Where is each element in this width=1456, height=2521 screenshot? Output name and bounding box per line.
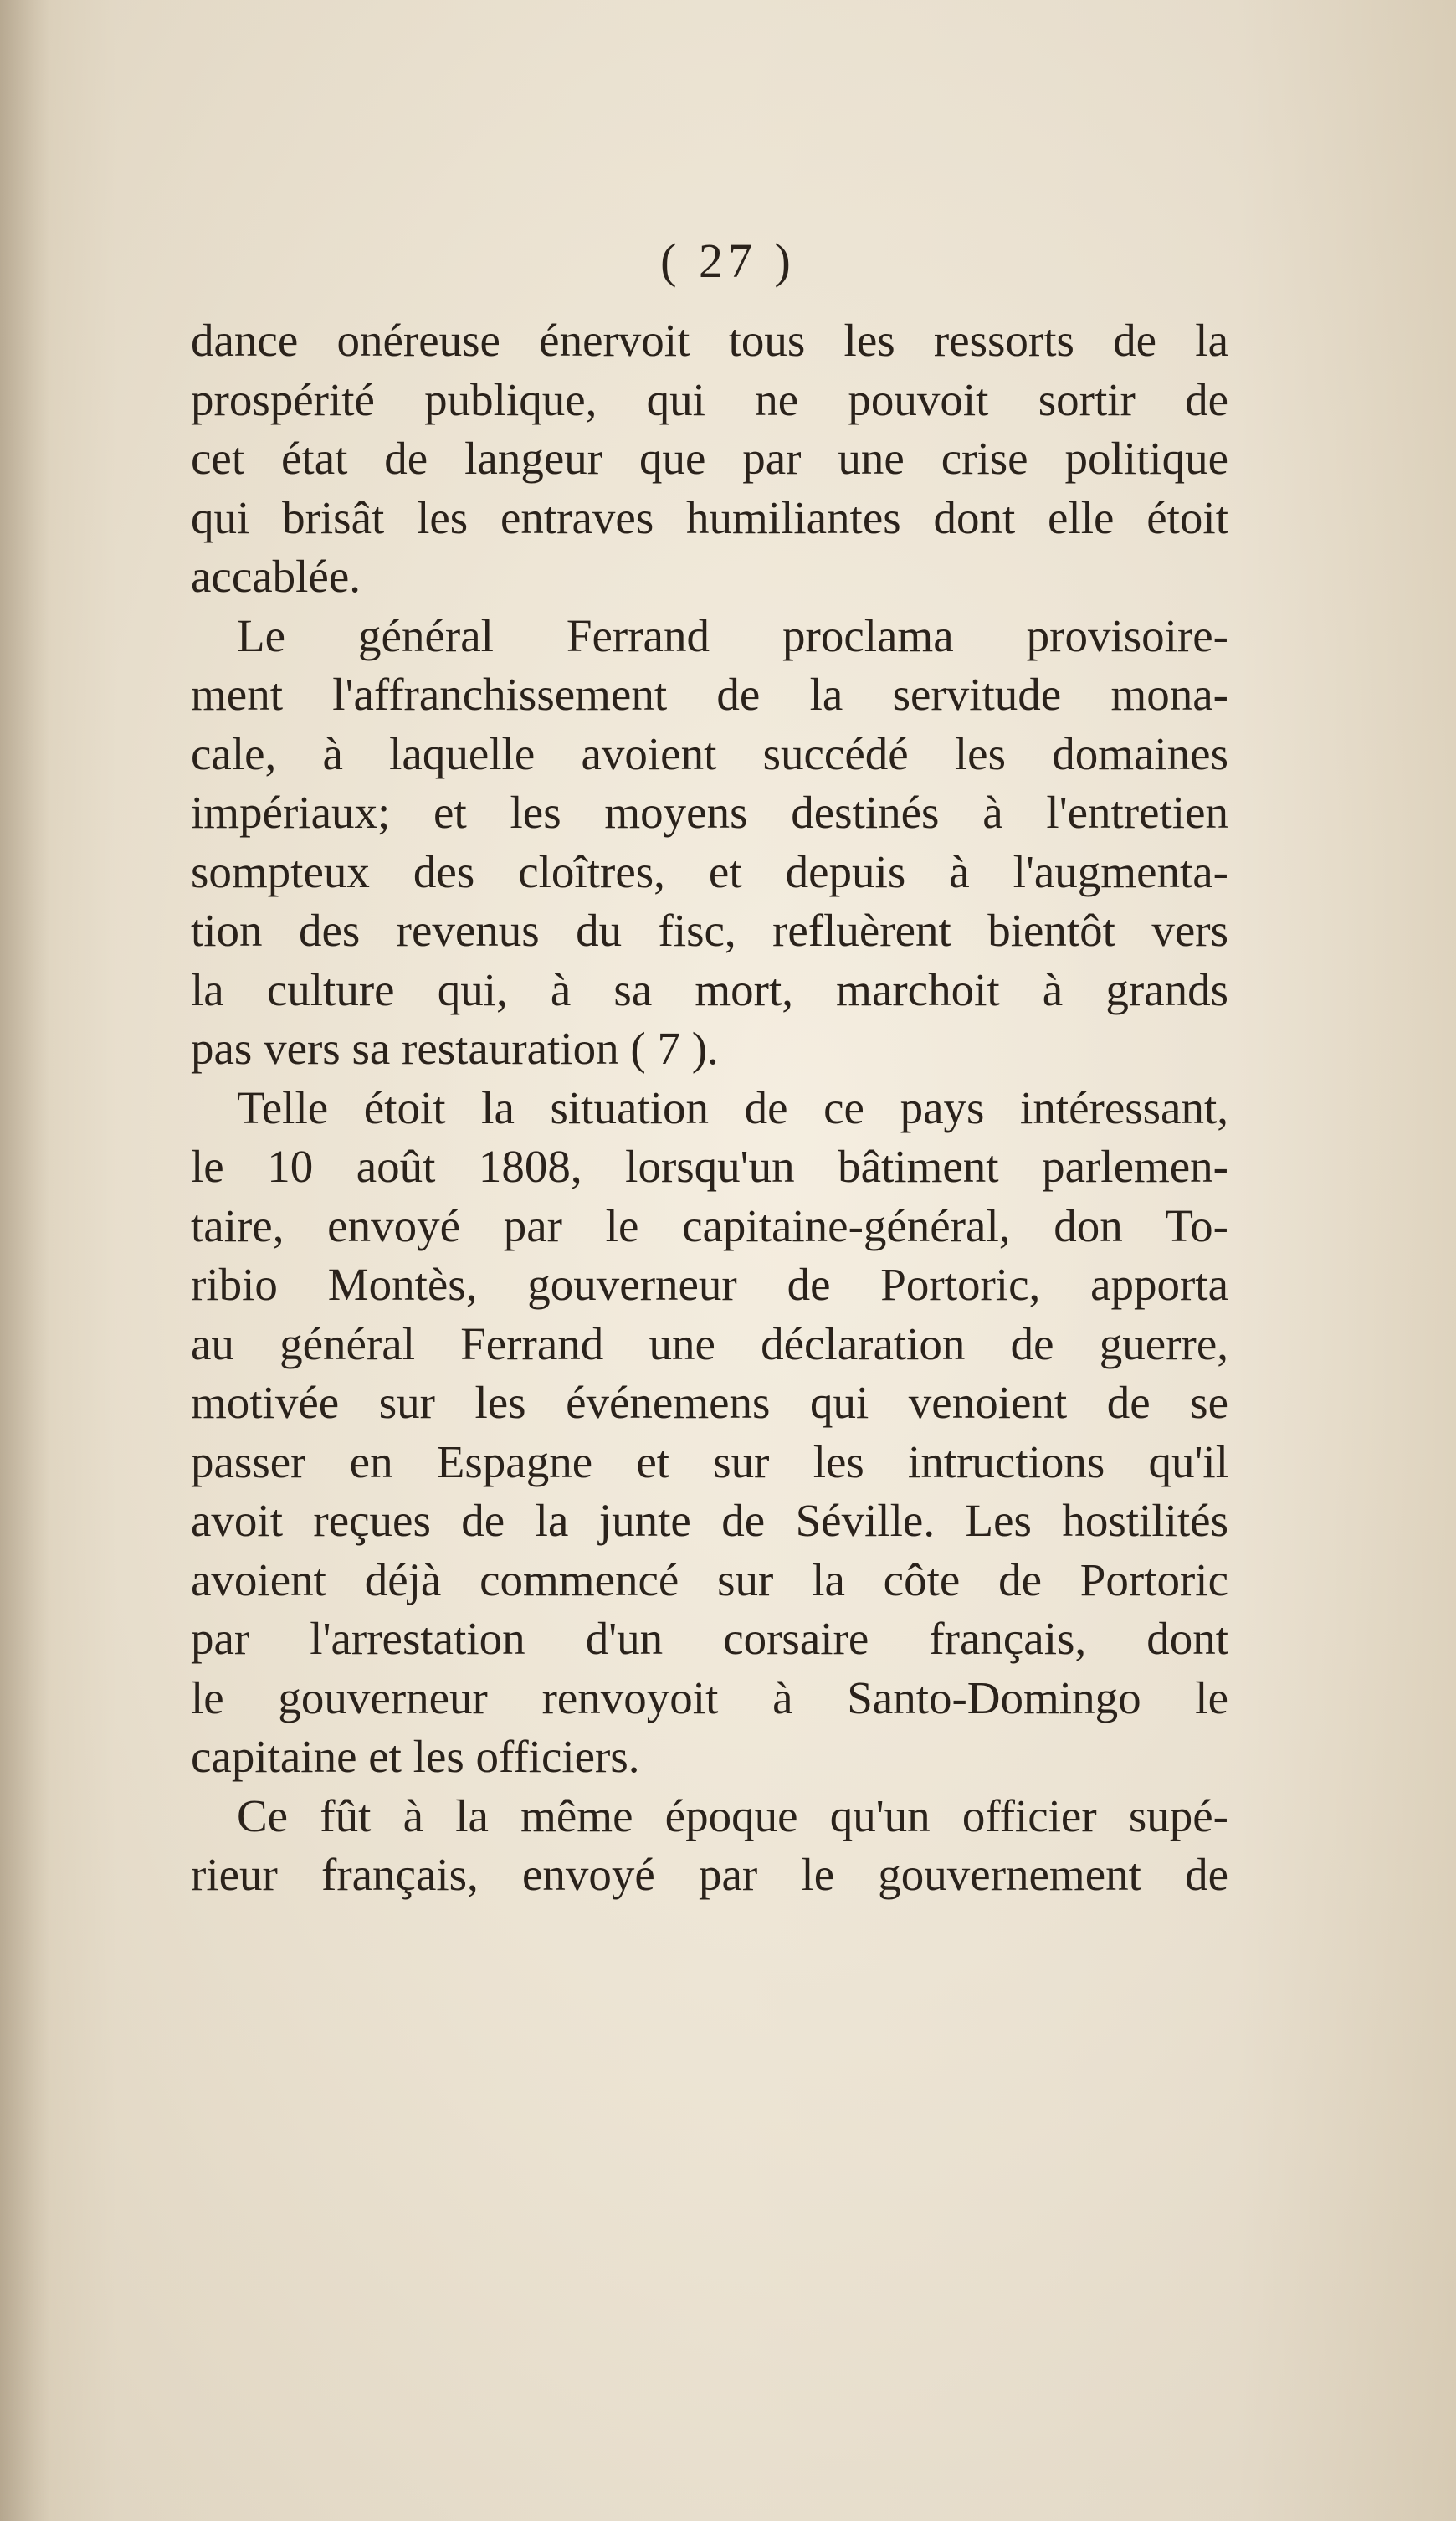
- text-line: sompteux des cloîtres, et depuis à l'augmenta-: [191, 845, 1228, 897]
- text-line: prospérité publique, qui ne pouvoit sortir de: [191, 373, 1228, 425]
- text-line: taire, envoyé par le capitaine-général, don To-: [191, 1199, 1228, 1251]
- text-line: qui brisât les entraves humiliantes dont elle étoit: [191, 491, 1228, 543]
- paragraph: [191, 607, 1228, 1079]
- text-line: Ce fût à la même époque qu'un officier supé-: [237, 1789, 1228, 1841]
- text-line: avoit reçues de la junte de Séville. Les hostilités: [191, 1495, 1228, 1546]
- text-line: par l'arrestation d'un corsaire français, dont: [191, 1613, 1228, 1664]
- page-number: ( 27 ): [660, 234, 796, 288]
- text-line: Telle étoit la situation de ce pays intéressant,: [237, 1081, 1228, 1133]
- text-line: motivée sur les événemens qui venoient de se: [191, 1377, 1228, 1428]
- body-text: [191, 311, 1228, 1905]
- text-line: au général Ferrand une déclaration de guerre,: [191, 1317, 1228, 1369]
- paragraph: [191, 1079, 1228, 1787]
- text-line: Le général Ferrand proclama provisoire-: [237, 609, 1228, 661]
- text-line: pas vers sa restauration ( 7 ).: [191, 1023, 719, 1074]
- text-line: dance onéreuse énervoit tous les ressorts de la: [191, 315, 1228, 366]
- gutter-shadow: [0, 0, 50, 2521]
- text-line: le 10 août 1808, lorsqu'un bâtiment parlemen-: [191, 1141, 1228, 1192]
- text-line: passer en Espagne et sur les intructions qu'il: [191, 1435, 1228, 1487]
- text-line: impériaux; et les moyens destinés à l'entretien: [191, 787, 1228, 838]
- text-line: ment l'affranchissement de la servitude mona-: [191, 669, 1228, 720]
- paragraph: [191, 1787, 1228, 1905]
- text-line: rieur français, envoyé par le gouvernement de: [191, 1849, 1228, 1900]
- paragraph: [191, 311, 1228, 607]
- text-line: cale, à laquelle avoient succédé les domaines: [191, 727, 1228, 779]
- text-line: la culture qui, à sa mort, marchoit à grands: [191, 963, 1228, 1015]
- text-line: tion des revenus du fisc, refluèrent bientôt vers: [191, 905, 1228, 956]
- text-line: cet état de langeur que par une crise politique: [191, 433, 1228, 484]
- text-line: avoient déjà commencé sur la côte de Portoric: [191, 1553, 1228, 1605]
- text-line: le gouverneur renvoyoit à Santo-Domingo le: [191, 1671, 1228, 1723]
- text-line: accablée.: [191, 551, 361, 602]
- text-line: capitaine et les officiers.: [191, 1731, 640, 1782]
- text-line: ribio Montès, gouverneur de Portoric, apporta: [191, 1259, 1228, 1310]
